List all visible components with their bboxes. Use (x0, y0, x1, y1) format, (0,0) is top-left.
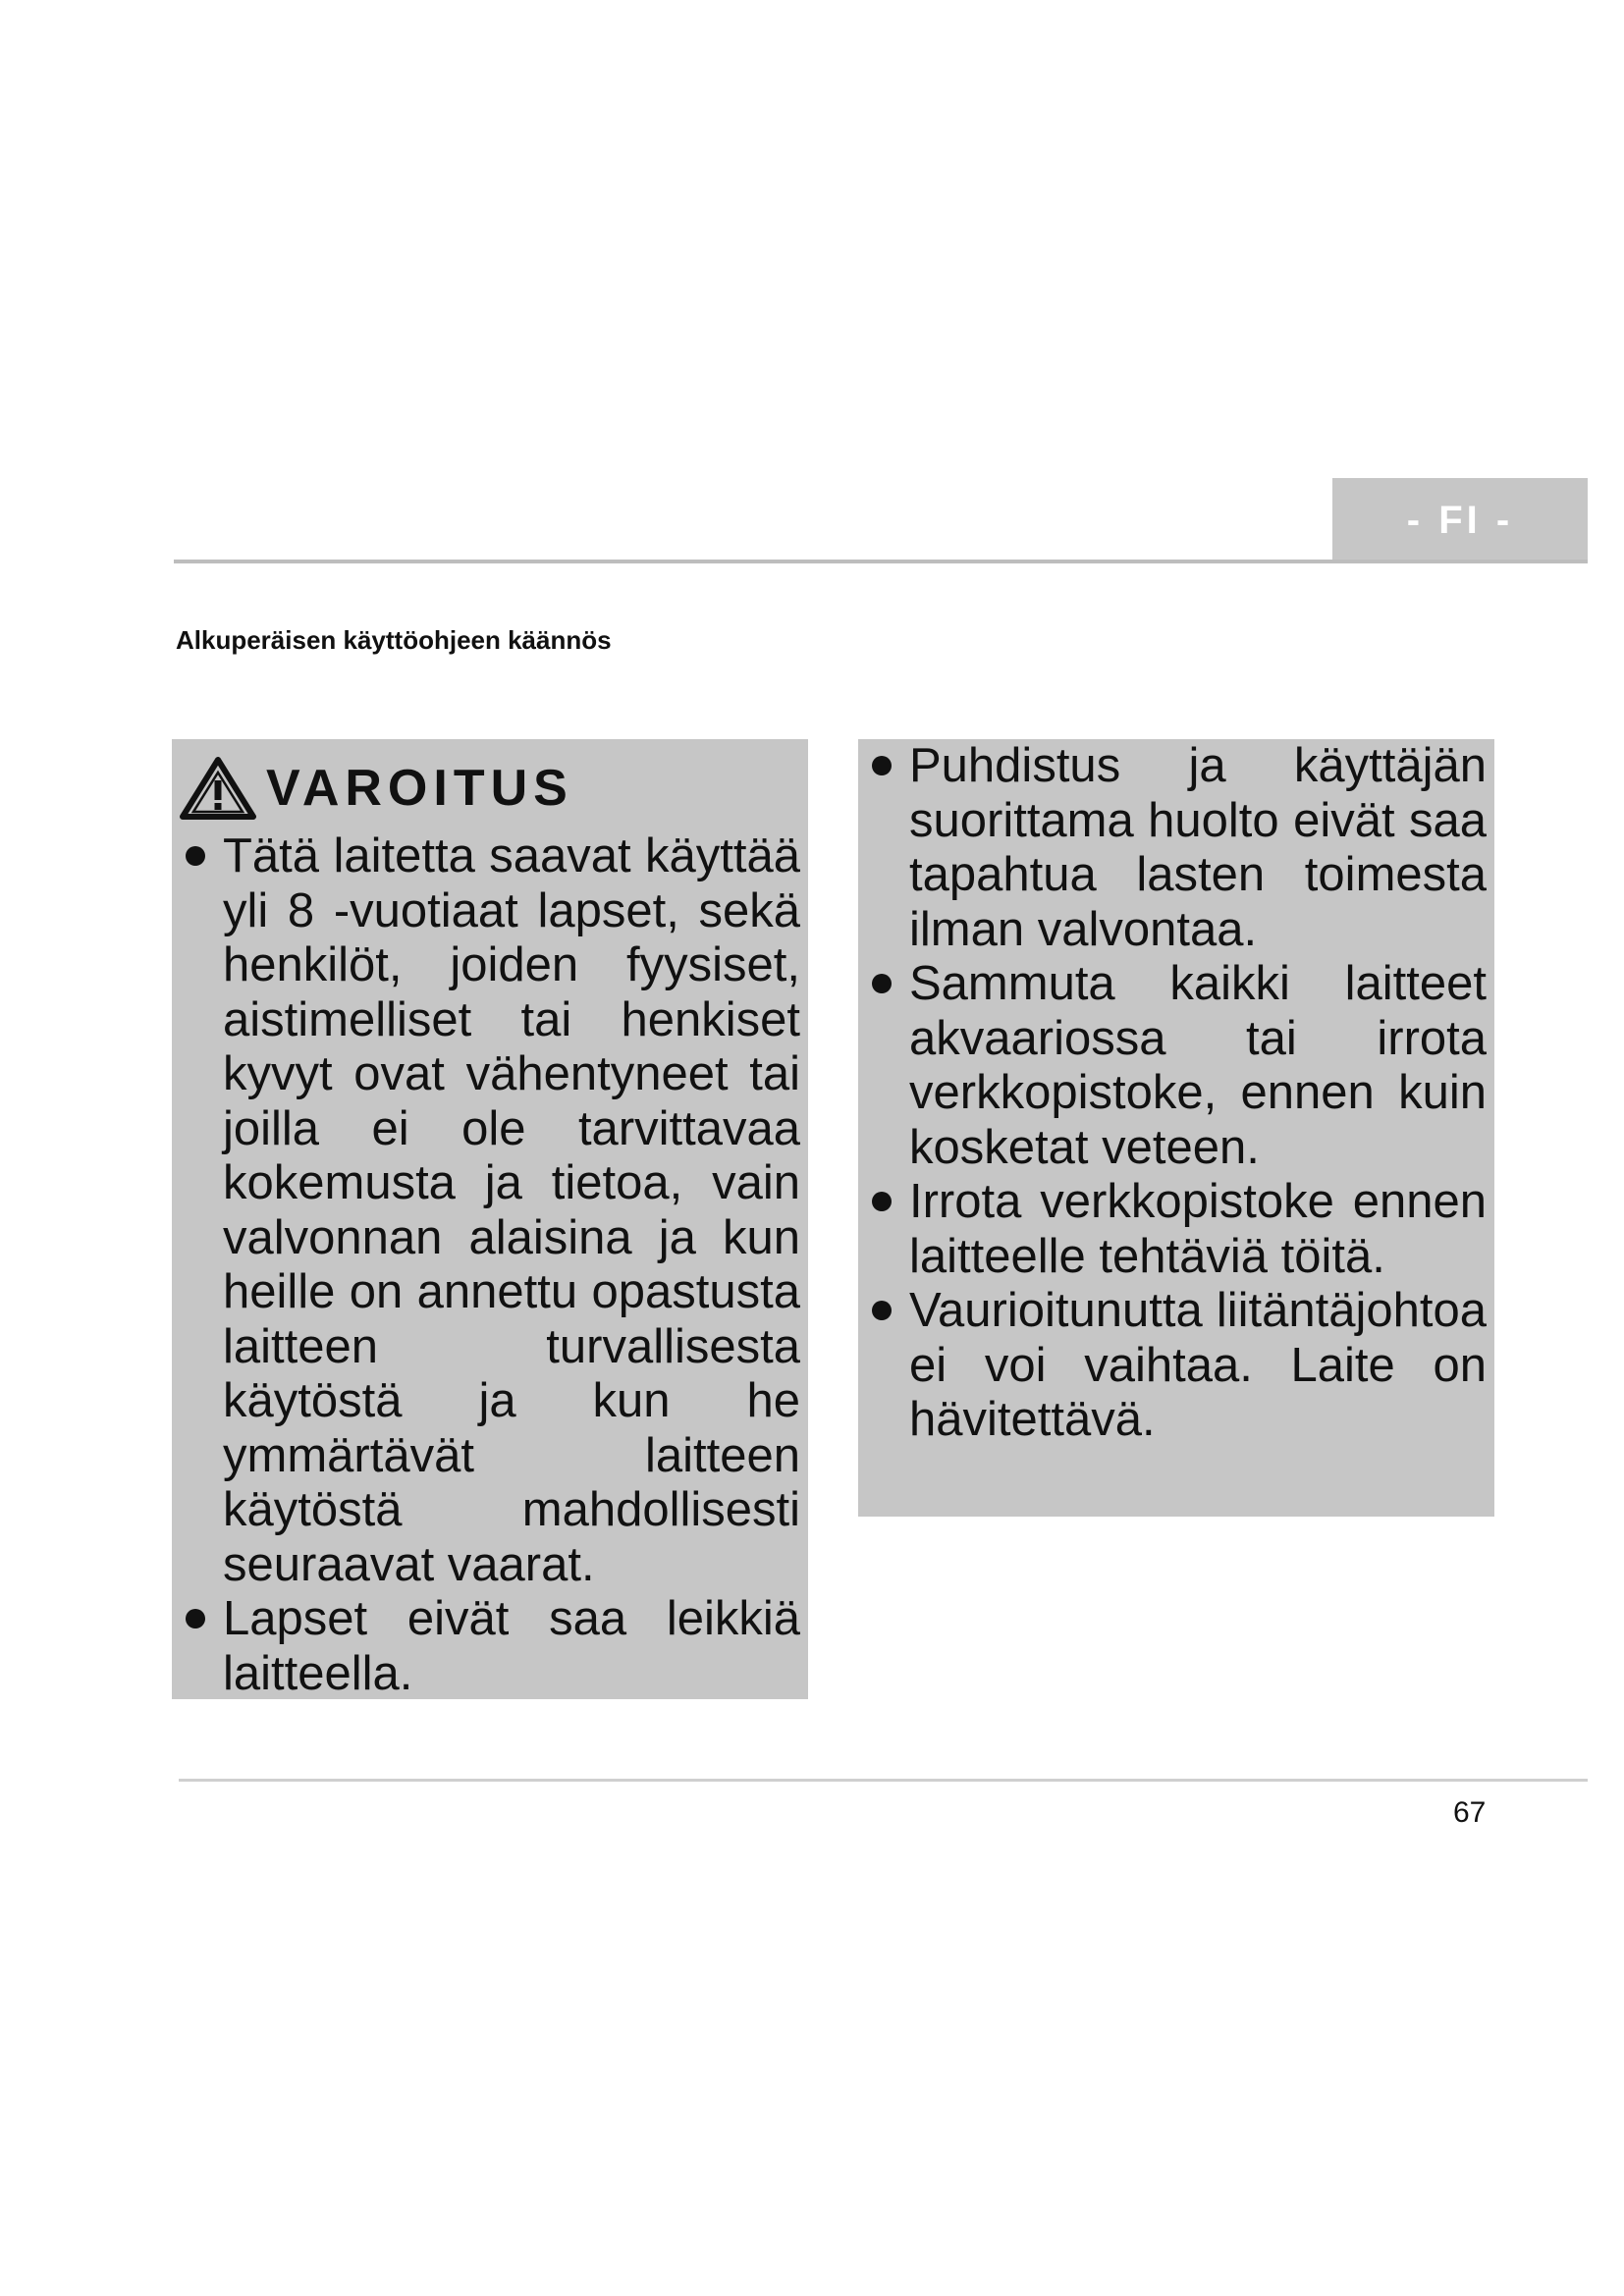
document-subtitle: Alkuperäisen käyttöohjeen käännös (176, 625, 612, 655)
safety-item-text: Puhdistus ja käyttäjän suorittama huolto eivät saa tapahtua lasten toimesta ilman valvontaa. (909, 739, 1487, 956)
warning-box (172, 739, 808, 1699)
warning-header (180, 749, 800, 828)
warning-item-text: Tätä laitetta saavat käyttää yli 8 -vuotiaat lapset, sekä henkilöt, joiden fyysiset, aistimelliset tai henkiset kyvyt ovat vähentyneet tai joilla ei ole tarvittavaa kokemusta ja tietoa, vain valvonnan alaisina ja kun heille on annettu opastusta laitteen turvallisesta käytöstä ja kun he ymmärtävät laitteen käytöstä mahdollisesti seuraavat vaarat. (223, 829, 800, 1591)
warning-item-text: Lapset eivät saa leikkiä laitteella. (223, 1592, 800, 1700)
safety-item (866, 739, 1487, 957)
safety-box (858, 739, 1494, 1517)
footer-divider (179, 1779, 1588, 1782)
language-tab: - FI - (1332, 478, 1588, 563)
safety-item-text: Irrota verkkopistoke ennen laitteelle tehtäviä töitä. (909, 1175, 1487, 1283)
warning-title: VAROITUS (266, 760, 573, 817)
safety-item-text: Vaurioitunutta liitäntäjohtoa ei voi vaihtaa. Laite on hävitettävä. (909, 1284, 1487, 1446)
bullet-icon (872, 974, 892, 993)
bullet-icon (872, 1301, 892, 1320)
safety-item (866, 1175, 1487, 1284)
header-divider (174, 560, 1588, 563)
bullet-icon (872, 1192, 892, 1211)
warning-item (180, 1592, 800, 1701)
bullet-icon (186, 846, 205, 866)
warning-item (180, 829, 800, 1592)
page-number: 67 (1453, 1796, 1487, 1829)
bullet-icon (872, 756, 892, 775)
bullet-icon (186, 1609, 205, 1629)
warning-triangle-icon (180, 757, 256, 820)
safety-item (866, 957, 1487, 1175)
safety-item-text: Sammuta kaikki laitteet akvaariossa tai irrota verkkopistoke, ennen kuin kosketat veteen. (909, 957, 1487, 1174)
safety-item (866, 1284, 1487, 1448)
